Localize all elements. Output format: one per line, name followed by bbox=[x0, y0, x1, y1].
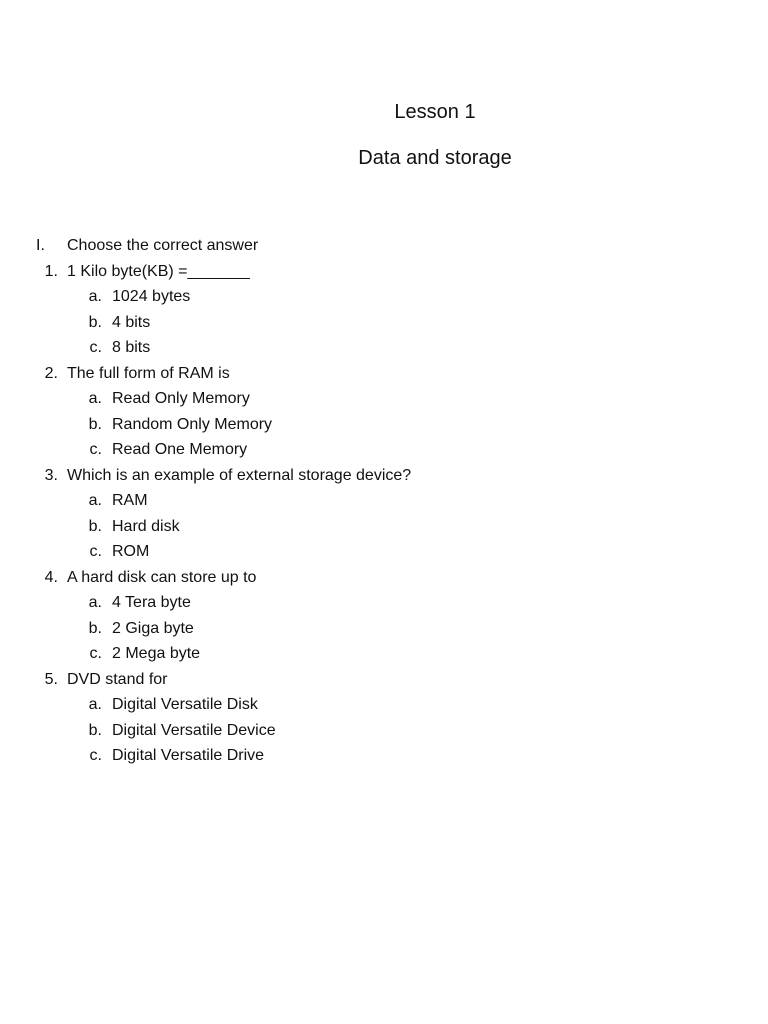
option-letter: b. bbox=[88, 415, 102, 433]
question-section bbox=[36, 235, 736, 771]
option-text: Read Only Memory bbox=[112, 390, 250, 407]
question-text: The full form of RAM is bbox=[67, 364, 230, 382]
option-text: 1024 bytes bbox=[112, 288, 191, 305]
option-text: 4 bits bbox=[112, 313, 151, 331]
question-2 bbox=[36, 363, 736, 389]
option-letter: a. bbox=[88, 594, 102, 611]
question-2-option-b bbox=[36, 414, 736, 440]
question-2-option-c bbox=[36, 439, 736, 465]
question-number: 2. bbox=[44, 364, 58, 382]
question-text: Which is an example of external storage device? bbox=[67, 466, 412, 484]
question-4-option-c bbox=[36, 643, 736, 669]
option-letter: b. bbox=[88, 313, 102, 331]
option-letter: b. bbox=[88, 619, 102, 637]
question-text: A hard disk can store up to bbox=[67, 568, 257, 586]
question-4-option-a bbox=[36, 592, 736, 618]
question-text: DVD stand for bbox=[67, 670, 168, 688]
question-text: 1 Kilo byte(KB) =_______ bbox=[67, 262, 250, 280]
option-letter: c. bbox=[89, 645, 102, 662]
option-letter: c. bbox=[89, 339, 102, 356]
option-text: 2 Mega byte bbox=[112, 645, 201, 662]
question-3-option-c bbox=[36, 541, 736, 567]
question-1 bbox=[36, 261, 736, 287]
option-letter: a. bbox=[88, 696, 102, 713]
option-text: Digital Versatile Disk bbox=[112, 696, 258, 713]
option-letter: b. bbox=[88, 517, 102, 535]
option-text: 4 Tera byte bbox=[112, 594, 191, 611]
section-marker: I. bbox=[36, 237, 45, 254]
option-text: ROM bbox=[112, 543, 150, 560]
option-letter: b. bbox=[88, 721, 102, 739]
question-2-option-a bbox=[36, 388, 736, 414]
option-text: Random Only Memory bbox=[112, 415, 273, 433]
question-4-option-b bbox=[36, 618, 736, 644]
question-5 bbox=[36, 669, 736, 695]
question-5-option-c bbox=[36, 745, 736, 771]
option-text: Read One Memory bbox=[112, 441, 248, 458]
section-heading: Choose the correct answer bbox=[67, 237, 259, 254]
option-letter: a. bbox=[88, 390, 102, 407]
question-4 bbox=[36, 567, 736, 593]
question-1-option-b bbox=[36, 312, 736, 338]
option-text: RAM bbox=[112, 492, 148, 509]
question-5-option-a bbox=[36, 694, 736, 720]
section-heading-row bbox=[36, 235, 736, 261]
question-number: 1. bbox=[44, 262, 58, 280]
option-letter: c. bbox=[89, 441, 102, 458]
option-letter: a. bbox=[88, 288, 102, 305]
lesson-title: Lesson 1 bbox=[394, 101, 476, 123]
question-1-option-c bbox=[36, 337, 736, 363]
option-letter: a. bbox=[88, 492, 102, 509]
question-number: 3. bbox=[44, 466, 58, 484]
question-1-option-a bbox=[36, 286, 736, 312]
question-number: 5. bbox=[44, 670, 58, 688]
option-text: Digital Versatile Device bbox=[112, 721, 276, 739]
option-text: Digital Versatile Drive bbox=[112, 747, 265, 764]
question-number: 4. bbox=[44, 568, 58, 586]
option-text: 8 bits bbox=[112, 339, 151, 356]
option-text: Hard disk bbox=[112, 517, 180, 535]
question-3-option-a bbox=[36, 490, 736, 516]
option-text: 2 Giga byte bbox=[112, 619, 194, 637]
option-letter: c. bbox=[89, 747, 102, 764]
option-letter: c. bbox=[89, 543, 102, 560]
lesson-subtitle: Data and storage bbox=[358, 147, 512, 169]
question-3-option-b bbox=[36, 516, 736, 542]
question-5-option-b bbox=[36, 720, 736, 746]
question-3 bbox=[36, 465, 736, 491]
